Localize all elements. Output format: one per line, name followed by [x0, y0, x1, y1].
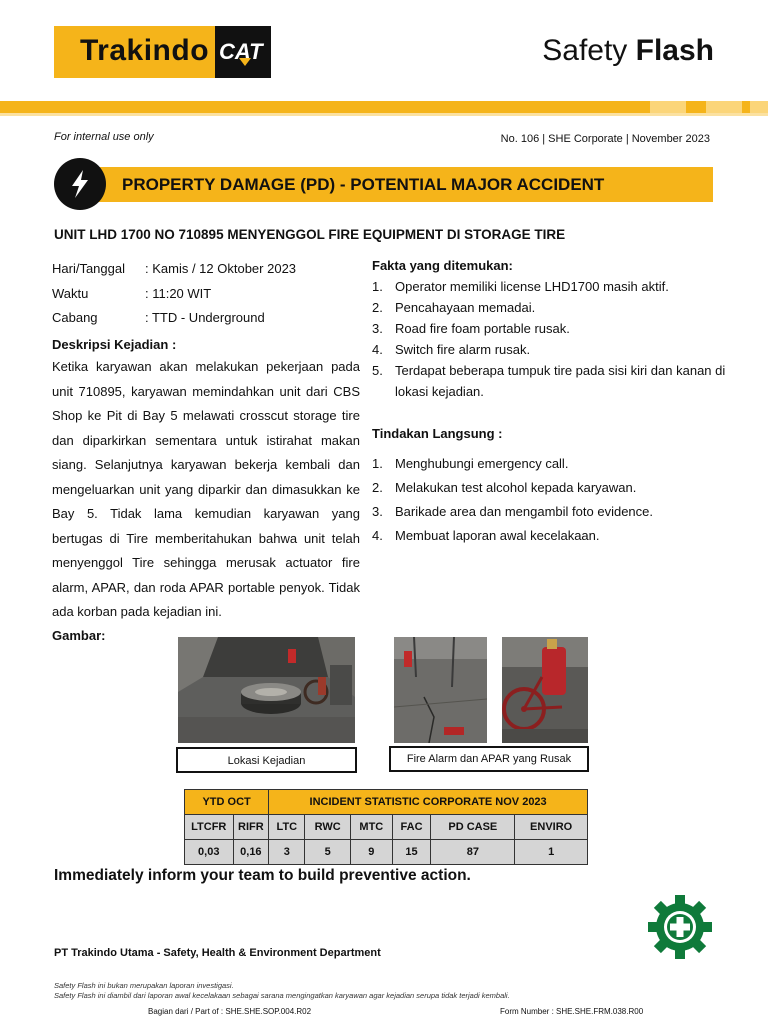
- apar-photo: [502, 637, 588, 743]
- col-header: RWC: [305, 815, 351, 840]
- item-text: Membuat laporan awal kecelakaan.: [395, 528, 600, 543]
- list-item: [372, 297, 728, 318]
- item-text: Switch fire alarm rusak.: [395, 342, 531, 357]
- col-header: ENVIRO: [515, 815, 588, 840]
- caption-location: Lokasi Kejadian: [176, 747, 357, 773]
- item-number: 2.: [372, 480, 383, 495]
- col-header: FAC: [392, 815, 431, 840]
- actions-list: [372, 452, 728, 548]
- item-number: 5.: [372, 363, 383, 378]
- col-header: MTC: [350, 815, 392, 840]
- item-number: 1.: [372, 279, 383, 294]
- list-item: [372, 476, 728, 500]
- stat-value: 15: [392, 840, 431, 865]
- item-number: 4.: [372, 528, 383, 543]
- stat-value: 0,16: [233, 840, 269, 865]
- info-row-time: [52, 286, 211, 301]
- stat-value: 0,03: [185, 840, 234, 865]
- form-number: Form Number : SHE.SHE.FRM.038.R00: [500, 1007, 644, 1016]
- fire-alarm-photo: [394, 637, 487, 743]
- info-row-branch: [52, 310, 265, 325]
- safety-cross-gear-icon: [646, 893, 714, 966]
- stat-value: 87: [431, 840, 515, 865]
- incident-statistic-header: INCIDENT STATISTIC CORPORATE NOV 2023: [269, 790, 588, 815]
- item-number: 3.: [372, 321, 383, 336]
- band-stripe: [706, 101, 742, 113]
- cat-logo-mark: [215, 26, 271, 78]
- title-bold: Flash: [635, 34, 714, 67]
- item-text: Melakukan test alcohol kepada karyawan.: [395, 480, 637, 495]
- item-number: 3.: [372, 504, 383, 519]
- col-header: LTCFR: [185, 815, 234, 840]
- internal-use-note: For internal use only: [54, 131, 154, 143]
- item-text: Menghubungi emergency call.: [395, 456, 569, 471]
- list-item: [372, 360, 728, 402]
- stat-value: 5: [305, 840, 351, 865]
- ytd-header: YTD OCT: [185, 790, 269, 815]
- incident-statistics-table: [184, 789, 588, 865]
- list-item: [372, 500, 728, 524]
- disclaimer-line-2: Safety Flash ini diambil dari laporan awal kecelakaan sebagai sarana mengingatkan karyawan agar kejadian serupa tidak terjadi kembali.: [54, 991, 510, 1000]
- description-text: Ketika karyawan akan melakukan pekerjaan pada unit 710895, karyawan memindahkan unit dari CBS Shop ke Pit di Bay 5 melawati crosscut storage tire dan diparkirkan sementara untuk istirahat makan siang. Selanjutnya karyawan bekerja kembali dan mengeluarkan unit yang diparkir dan dimasukkan ke Bay 5. Tidak lama kemudian karyawan yang bertugas di Tire memberitahukan bahwa unit telah menyenggol Tire sehingga merusak actuator fire alarm, APAR, dan roda APAR portable penyok. Tidak ada korban pada kejadian ini.: [52, 359, 360, 619]
- list-item: [372, 339, 728, 360]
- actions-heading: Tindakan Langsung :: [372, 426, 503, 441]
- disclaimer-line-1: Safety Flash ini bukan merupakan laporan investigasi.: [54, 981, 234, 990]
- alert-title-bar: [66, 167, 713, 202]
- cat-triangle-icon: [239, 58, 251, 66]
- company-department: PT Trakindo Utama - Safety, Health & Environment Department: [54, 947, 381, 959]
- item-text: Pencahayaan memadai.: [395, 300, 536, 315]
- item-text: Operator memiliki license LHD1700 masih aktif.: [395, 279, 669, 294]
- list-item: [372, 452, 728, 476]
- info-value: : Kamis / 12 Oktober 2023: [145, 261, 297, 276]
- alert-title: PROPERTY DAMAGE (PD) - POTENTIAL MAJOR ACCIDENT: [122, 175, 605, 194]
- item-text: Terdapat beberapa tumpuk tire pada sisi kiri dan kanan di lokasi kejadian.: [395, 363, 726, 399]
- trakindo-cat-logo: [54, 26, 271, 78]
- info-value: : 11:20 WIT: [145, 286, 212, 301]
- band-stripe: [650, 101, 686, 113]
- lightning-bolt-icon: [54, 158, 106, 210]
- description-heading: Deskripsi Kejadian :: [52, 337, 177, 352]
- list-item: [372, 318, 728, 339]
- title-regular: Safety: [542, 34, 636, 67]
- col-header: PD CASE: [431, 815, 515, 840]
- info-value: : TTD - Underground: [145, 310, 265, 325]
- item-number: 1.: [372, 456, 383, 471]
- stat-value: 3: [269, 840, 305, 865]
- col-header: RIFR: [233, 815, 269, 840]
- info-label: Waktu: [52, 286, 89, 301]
- info-label: Cabang: [52, 310, 98, 325]
- item-number: 4.: [372, 342, 383, 357]
- header-band-shadow: [0, 113, 768, 116]
- list-item: [372, 276, 728, 297]
- cat-logo-text: CAT: [219, 39, 263, 64]
- item-text: Road fire foam portable rusak.: [395, 321, 570, 336]
- col-header: LTC: [269, 815, 305, 840]
- item-text: Barikade area dan mengambil foto evidence.: [395, 504, 653, 519]
- incident-location-photo: [178, 637, 355, 743]
- info-row-date: [52, 261, 296, 276]
- facts-heading: Fakta yang ditemukan:: [372, 258, 513, 273]
- stat-value: 1: [515, 840, 588, 865]
- call-to-action: Immediately inform your team to build preventive action.: [54, 867, 471, 884]
- stat-value: 9: [350, 840, 392, 865]
- item-number: 2.: [372, 300, 383, 315]
- band-stripe: [750, 101, 768, 113]
- info-label: Hari/Tanggal: [52, 261, 125, 276]
- brand-name: Trakindo: [80, 34, 210, 67]
- part-of-reference: Bagian dari / Part of : SHE.SHE.SOP.004.R02: [148, 1007, 312, 1016]
- facts-list: [372, 276, 728, 402]
- images-heading: Gambar:: [52, 628, 106, 643]
- list-item: [372, 524, 728, 548]
- incident-subject: UNIT LHD 1700 NO 710895 MENYENGGOL FIRE EQUIPMENT DI STORAGE TIRE: [54, 227, 566, 242]
- caption-damage: Fire Alarm dan APAR yang Rusak: [389, 746, 589, 772]
- document-number: No. 106 | SHE Corporate | November 2023: [500, 133, 710, 145]
- safety-flash-title: [542, 34, 714, 68]
